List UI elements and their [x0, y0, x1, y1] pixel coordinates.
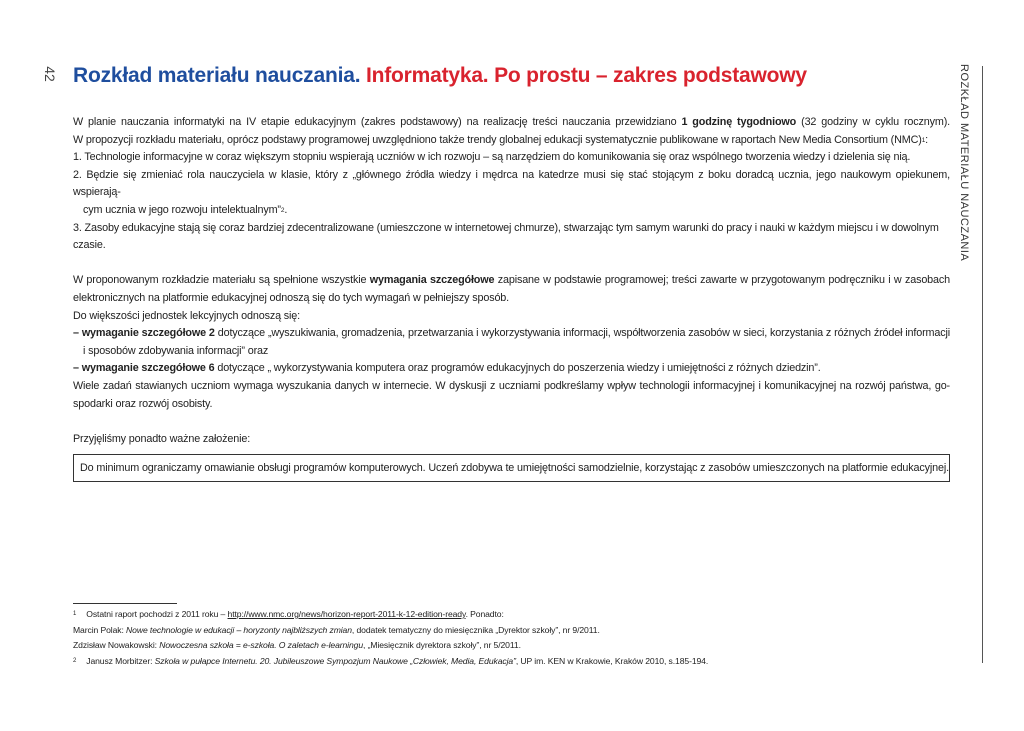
dash: – [73, 362, 82, 375]
footnote-2 [73, 654, 953, 670]
footnote-divider [73, 603, 177, 604]
requirement-2 [73, 325, 950, 343]
page-title [73, 64, 807, 88]
list-item-2: 2. Będzie się zmieniać rola nauczyciela w klasie, który z „głównego źródła wiedzy i mędrca na katedrze musi się stać stojącym z boku doradcą ucznia, jego naukowym opiekunem, wspierają- [73, 168, 950, 199]
paragraph-internet-cont: spodarki oraz rozwój osobisty. [73, 397, 213, 410]
footnote-1-nowakowski [73, 638, 953, 654]
paragraph-requirements [73, 272, 950, 290]
list-item-3: 3. Zasoby edukacyjne stają się coraz bardziej zdecentralizowane (umieszczone w internetowej chmurze), stwarzając tym samym warunki do pracy i nauki w każdym miejscu i w dowolnym czasie. [73, 221, 939, 252]
italic-title: Szkoła w pułapce Internetu. 20. Jubileuszowe Sympozjum Naukowe „Człowiek, Media, Edukacja” [154, 655, 516, 666]
bold-req2: wymaganie szczegółowe 2 [81, 327, 215, 340]
page-number: 42 [42, 66, 58, 82]
nmc-report-link[interactable]: http://www.nmc.org/news/horizon-report-2011-k-12-edition-ready [227, 609, 466, 619]
footnote-number: 2 [73, 657, 77, 664]
text-span: : [925, 133, 929, 146]
footnote-number: 1 [73, 611, 77, 617]
side-section-label: ROZKŁAD MATERIAŁU NAUCZANIA [958, 64, 970, 262]
text-span: dotyczące „ wykorzystywania komputera oraz programów edukacyjnych do poszerzenia wiedzy i umiejętności z różnych dziedzin”. [214, 362, 821, 375]
assumption-box: Do minimum ograniczamy omawianie obsługi programów komputerowych. Uczeń zdobywa te umiejętności samodzielnie, korzystając z zasobów umieszczonych na platformie edukacyjnej. [73, 454, 950, 482]
footnote-ref-1[interactable]: 1 [921, 136, 926, 144]
italic-title: Nowoczesna szkoła = e-szkoła. O zaletach e-learningu [159, 640, 364, 651]
footnotes [73, 607, 953, 669]
text-span: dotyczące „wyszukiwania, gromadzenia, przetwarzania i wykorzystywania informacji, współtworzenia zasobów w sieci, korzystania z różnych źródeł informacji [214, 327, 950, 340]
requirement-2-cont: i sposobów zdobywania informacji” oraz [83, 344, 269, 357]
text-span: Marcin Polak: [73, 624, 127, 635]
paragraph-nmc [73, 132, 950, 150]
text-span: cym ucznia w jego rozwoju intelektualnym” [83, 203, 281, 216]
text-span: , dodatek tematyczny do miesięcznika „Dyrektor szkoły”, nr 9/2011. [351, 624, 600, 635]
text-span: , UP im. KEN w Krakowie, Kraków 2010, s.185-194. [515, 655, 709, 666]
text-span: . Ponadto: [465, 609, 504, 619]
text-span: Zdzisław Nowakowski: [73, 640, 160, 651]
bold-hours: 1 godzinę tygodniowo [681, 116, 797, 128]
dash: – [73, 327, 82, 340]
footnote-1-polak [73, 623, 953, 639]
requirement-6 [73, 360, 950, 378]
paragraph-lessons: Do większości jednostek lekcyjnych odnoszą się: [73, 309, 300, 322]
footnote-1 [73, 607, 953, 623]
paragraph-assumption: Przyjęliśmy ponadto ważne założenie: [73, 432, 251, 445]
italic-title: Nowe technologie w edukacji – horyzonty najbliższych zmian [126, 624, 352, 635]
paragraph-requirements-cont: elektronicznych na platformie edukacyjnej odnoszą się do tych wymagań w pełniejszy sposób. [73, 291, 510, 304]
text-span: Janusz Morbitzer: [86, 655, 155, 666]
title-part-subject: Informatyka. Po prostu – zakres podstawowy [365, 64, 807, 87]
bold-req6: wymaganie szczegółowe 6 [81, 362, 215, 375]
text-span: W planie nauczania informatyki na IV etapie edukacyjnym (zakres podstawowy) na realizację treści nauczania przewidziano [73, 116, 682, 128]
paragraph-internet: Wiele zadań stawianych uczniom wymaga wyszukania danych w internecie. W dyskusji z uczniami podkreślamy wpływ technologii informacyjnej i komunikacyjnej na rozwój państwa, go- [73, 379, 950, 392]
text-span: (32 godziny w cyklu rocznym). [796, 116, 951, 128]
text-span: , „Miesięcznik dyrektora szkoły”, nr 5/2011. [363, 640, 521, 651]
list-item-2-cont [73, 202, 950, 220]
title-part-main: Rozkład materiału nauczania. [73, 64, 361, 87]
text-span: W proponowanym rozkładzie materiału są spełnione wszystkie [73, 274, 370, 287]
paragraph-plan [73, 114, 950, 132]
text-span: Ostatni raport pochodzi z 2011 roku – [86, 609, 228, 619]
bold-requirements: wymagania szczegółowe [369, 274, 495, 287]
text-span: W propozycji rozkładu materiału, oprócz podstawy programowej uwzględniono także trendy globalnej edukacji systematycznie publikowane w raportach New Media Consortium (NMC) [73, 133, 922, 146]
side-divider [982, 66, 983, 663]
footnote-ref-2[interactable]: 2 [280, 206, 285, 214]
text-span: zapisane w podstawie programowej; treści zawarte w przygotowanym podręczniku i w zasobach [494, 274, 950, 287]
text-span: . [284, 203, 288, 216]
body-text [73, 114, 950, 448]
list-item-1: 1. Technologie informacyjne w coraz większym stopniu wspierają uczniów w ich rozwoju – są narzędziem do komunikowania się oraz wspólnego tworzenia wiedzy i dzielenia się nią. [73, 151, 911, 164]
